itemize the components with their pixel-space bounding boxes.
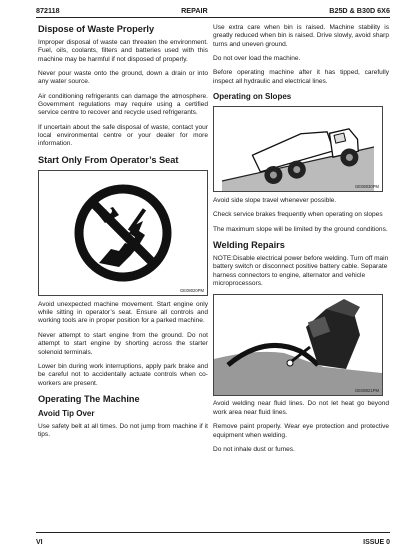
paragraph: Remove paint properly. Wear eye protection and protective equipment when welding.	[213, 423, 389, 439]
paragraph: Air conditioning refrigerants can damage the atmosphere. Government regulations may require using a certified service centre to recover and recycle used refrigerants.	[38, 92, 208, 117]
paragraph: Never pour waste onto the ground, down a drain or into any water source.	[38, 70, 208, 86]
note-paragraph: NOTE:Disable electrical power before welding. Turn off main battery switch or disconnect positive battery cable. Separate harness connectors to engine, alternator and vehicle microprocessors.	[213, 255, 389, 288]
left-column	[38, 24, 208, 446]
figure-ref: GE08021PM	[355, 388, 379, 394]
issue-number: ISSUE 0	[363, 539, 390, 546]
right-column	[213, 24, 389, 460]
heading-avoid-tip-over: Avoid Tip Over	[38, 408, 95, 418]
paragraph: If uncertain about the safe disposal of waste, contact your local environmental centre or your dealer for more information.	[38, 123, 208, 148]
paragraph: Use safety belt at all times. Do not jump from machine if it tips.	[38, 422, 208, 439]
paragraph: Lower bin during work interruptions, apply park brake and be careful not to accidentally actuate controls when co-workers are present.	[38, 362, 208, 387]
paragraph: Never attempt to start engine from the ground. Do not attempt to start engine by shorting across the starter solenoid terminals.	[38, 331, 208, 356]
figure-no-ground-start	[38, 170, 208, 296]
welder-illustration-icon	[214, 295, 382, 395]
paragraph: Use extra care when bin is raised. Machine stability is greatly reduced when bin is raised. Drive slowly, avoid sharp turns and uneven ground.	[213, 24, 389, 48]
paragraph: Avoid side slope travel whenever possible.	[213, 197, 337, 205]
heading-operating-slopes: Operating on Slopes	[213, 92, 292, 102]
page-footer	[36, 539, 390, 546]
paragraph: The maximum slope will be limited by the ground conditions.	[213, 225, 388, 233]
dump-truck-slope-illustration-icon	[214, 107, 382, 191]
paragraph: Do not inhale dust or fumes.	[213, 445, 295, 453]
header-rule	[36, 17, 390, 18]
figure-ref: GE08020PM	[180, 287, 204, 293]
heading-dispose-waste: Dispose of Waste Properly	[38, 24, 155, 34]
paragraph: Check service brakes frequently when operating on slopes	[213, 211, 383, 219]
paragraph: Improper disposal of waste can threaten the environment. Fuel, oils, coolants, filters and batteries used with this machine may be harmful if not disposed of properly.	[38, 39, 208, 63]
doc-number: 872118	[36, 6, 60, 15]
page-number: VI	[36, 539, 43, 546]
paragraph: Avoid unexpected machine movement. Start engine only while sitting in operator’s seat. Ensure all controls and working tools are in proper position for a parked machine.	[38, 300, 208, 325]
paragraph: Before operating machine after it has tipped, carefully inspect all hydraulic and electrical lines.	[213, 69, 389, 85]
heading-start-seat: Start Only From Operator’s Seat	[38, 154, 179, 165]
model-name: B25D & B30D 6X6	[329, 6, 390, 15]
section-title: REPAIR	[181, 6, 208, 15]
figure-welding	[213, 294, 383, 396]
heading-welding-repairs: Welding Repairs	[213, 240, 285, 251]
paragraph: Avoid welding near fluid lines. Do not let heat go beyond work area near fluid lines.	[213, 400, 389, 416]
figure-ref: GE08030PM	[355, 184, 379, 190]
figure-truck-on-slope	[213, 106, 383, 192]
footer-rule	[36, 532, 390, 533]
paragraph: Do not over load the machine.	[213, 55, 301, 63]
prohibition-sign-icon	[39, 171, 207, 295]
heading-operating-machine: Operating The Machine	[38, 393, 140, 404]
